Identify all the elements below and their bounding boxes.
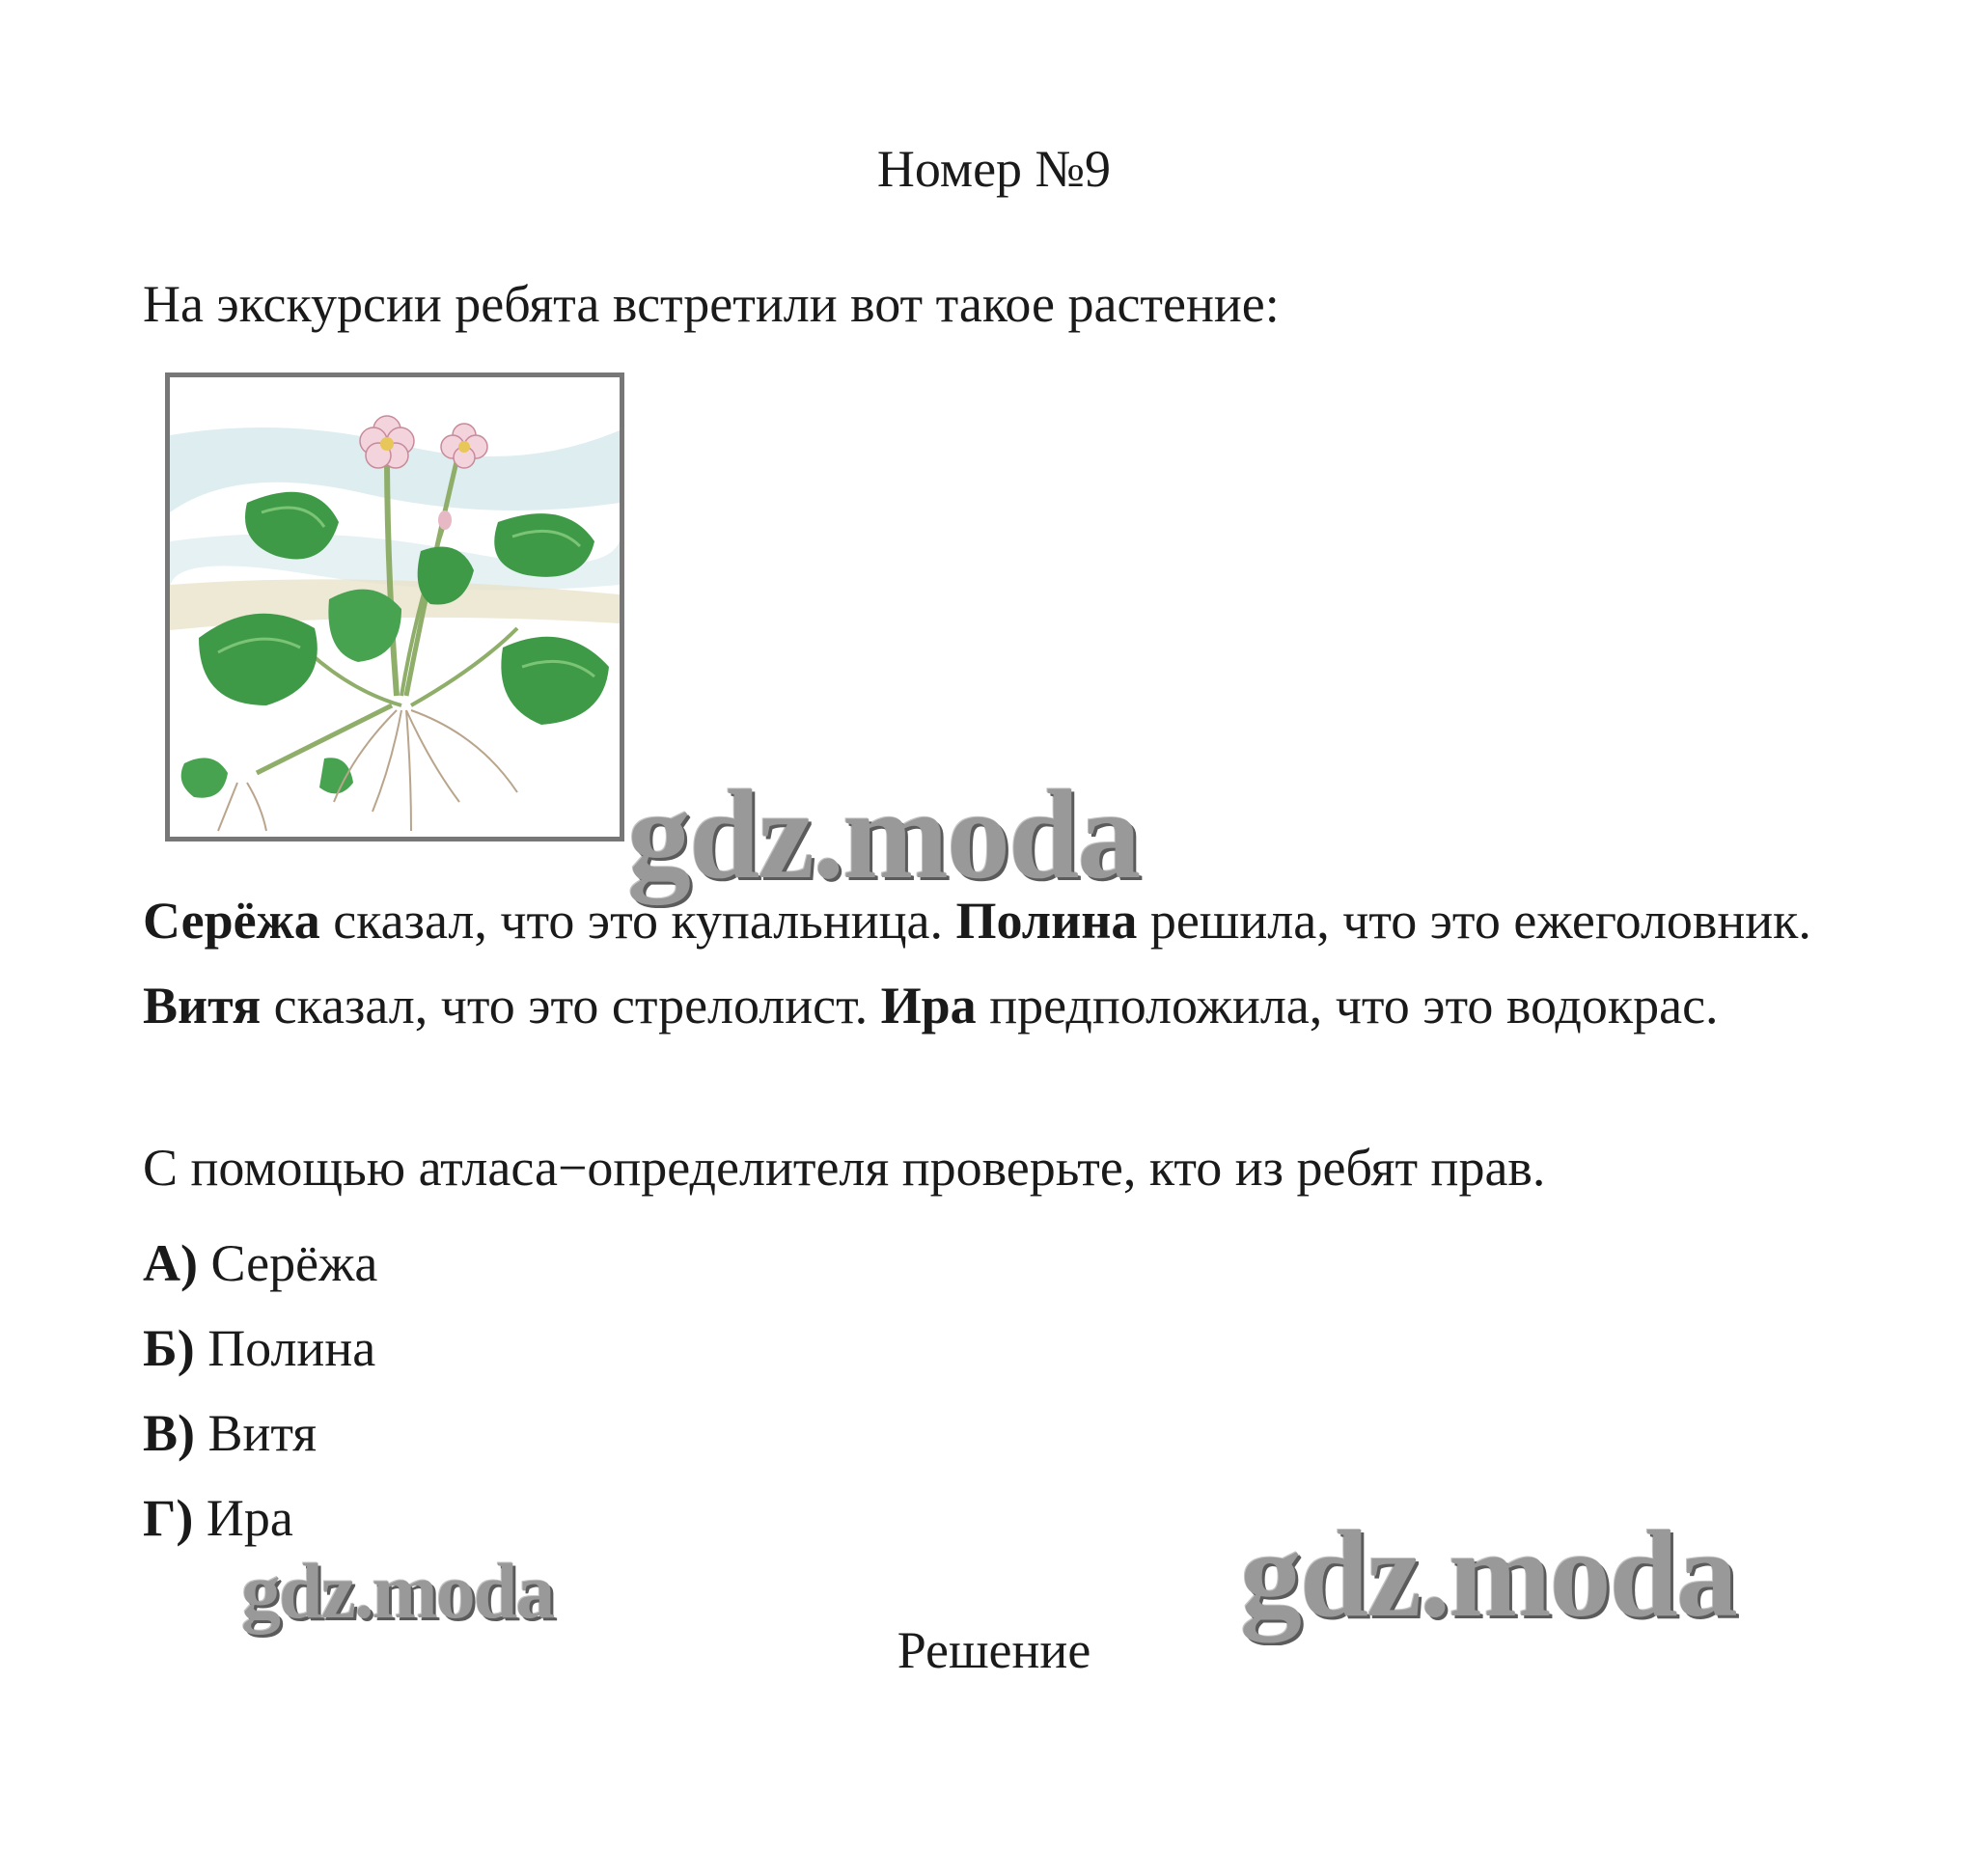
option-letter: А) bbox=[143, 1234, 198, 1292]
statement-text: сказал, что это купальница. bbox=[319, 892, 956, 950]
story-paragraph bbox=[143, 878, 1861, 1048]
student-name: Полина bbox=[955, 892, 1138, 950]
student-name: Витя bbox=[143, 977, 262, 1035]
solution-heading: Решение bbox=[897, 1621, 1091, 1679]
statement-text: решила, что это ежеголовник. bbox=[1137, 892, 1811, 950]
answer-option bbox=[143, 1391, 377, 1476]
option-text: Ира bbox=[193, 1489, 293, 1547]
plant-figure bbox=[165, 372, 624, 841]
answer-option bbox=[143, 1221, 377, 1306]
student-name: Серёжа bbox=[143, 892, 320, 950]
student-name: Ира bbox=[880, 977, 977, 1035]
statement-text: сказал, что это стрелолист. bbox=[261, 977, 881, 1035]
option-letter: Г) bbox=[143, 1489, 194, 1547]
watermark: gdz.moda bbox=[1240, 1505, 1736, 1642]
answer-options bbox=[143, 1221, 377, 1560]
option-text: Полина bbox=[194, 1319, 376, 1377]
statement-text: предположила, что это водокрас. bbox=[976, 977, 1719, 1035]
option-letter: В) bbox=[143, 1404, 195, 1462]
page-title: Номер №9 bbox=[876, 140, 1112, 198]
answer-option bbox=[143, 1306, 377, 1391]
watermark: gdz.moda bbox=[627, 763, 1140, 905]
task-text: С помощью атласа−определителя проверьте, кто из ребят прав. bbox=[143, 1139, 1546, 1197]
intro-text: На экскурсии ребята встретили вот такое растение: bbox=[143, 275, 1280, 333]
plant-illustration-icon bbox=[170, 377, 620, 837]
option-text: Витя bbox=[195, 1404, 318, 1462]
watermark: gdz.moda bbox=[241, 1547, 554, 1635]
option-letter: Б) bbox=[143, 1319, 195, 1377]
option-text: Серёжа bbox=[197, 1234, 378, 1292]
